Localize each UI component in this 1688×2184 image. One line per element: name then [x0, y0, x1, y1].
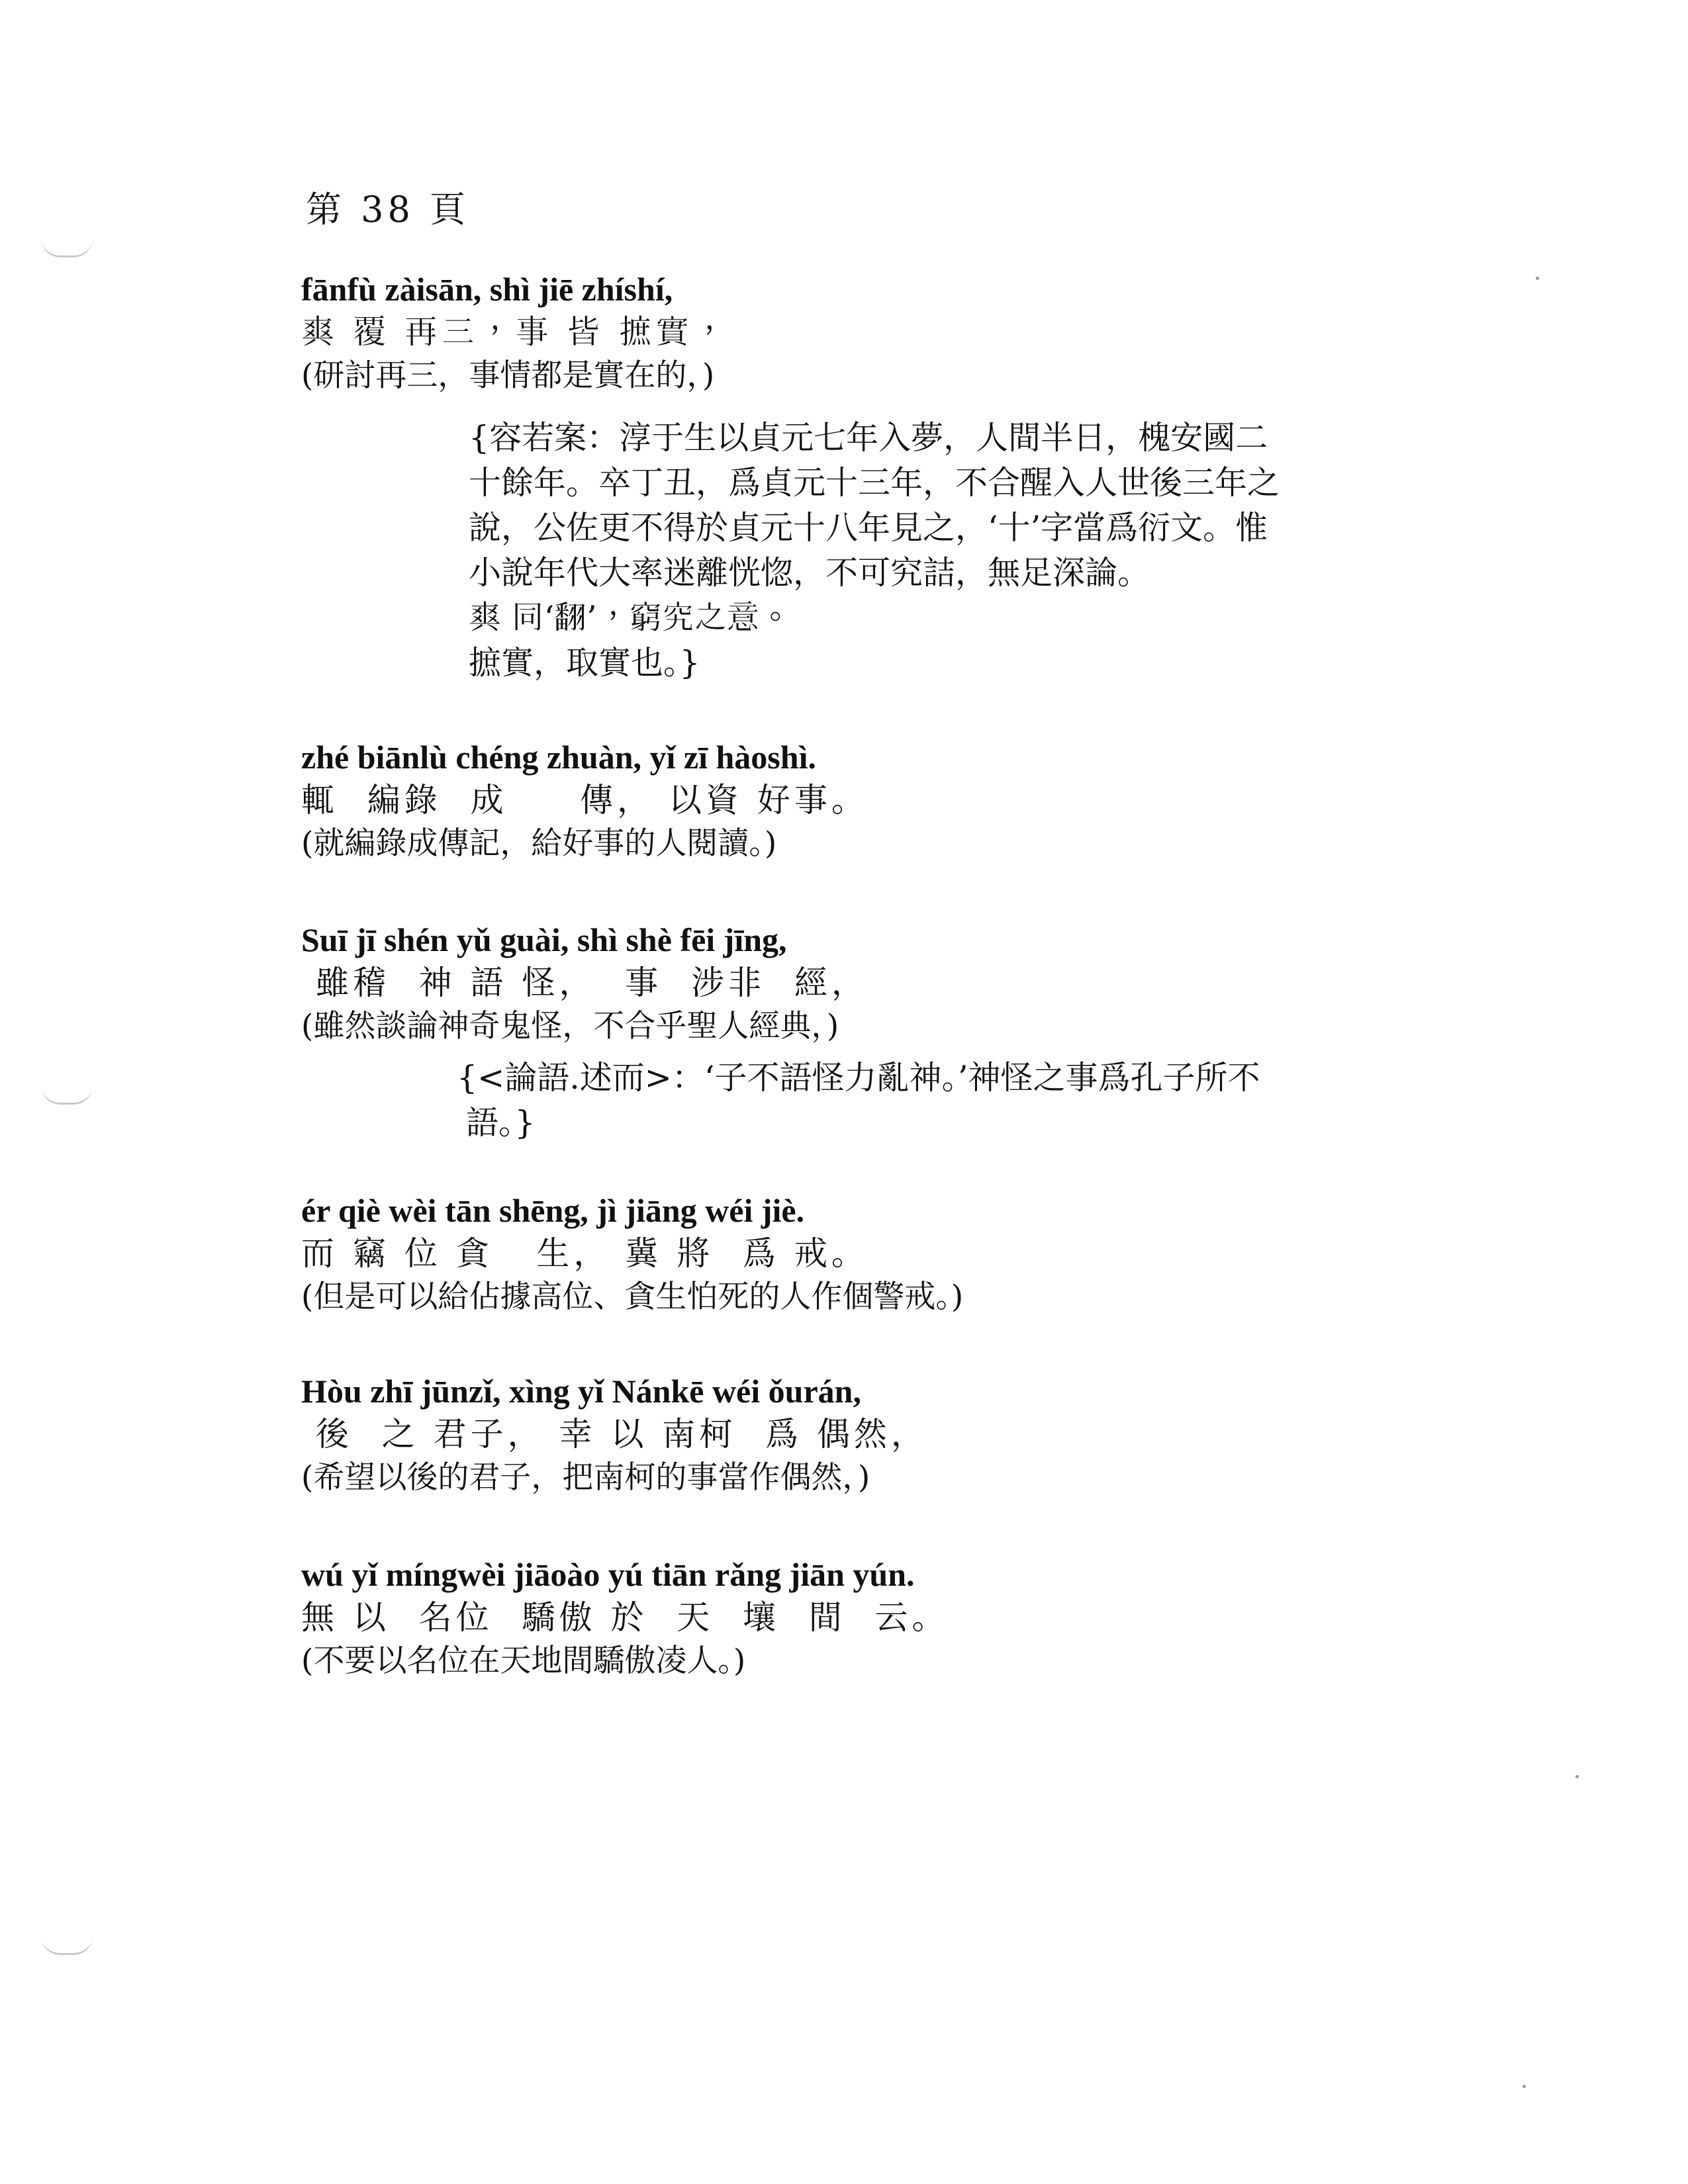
pinyin-line: Hòu zhī jūnzǐ, xìng yǐ Nánkē wéi ǒurán,: [301, 1373, 861, 1410]
scan-punch-mark: [41, 238, 93, 257]
translation-line: (就編錄成傳記，給好事的人閱讀。): [301, 825, 777, 862]
pinyin-line: wú yǐ míngwèi jiāoào yú tiān rǎng jiān yún.: [301, 1556, 915, 1593]
verse-section: [301, 919, 1493, 1048]
translation-line: (希望以後的君子，把南柯的事當作偶然，): [301, 1459, 870, 1496]
page-heading: 第 38 頁: [306, 189, 470, 230]
translation-line: (不要以名位在天地間驕傲凌人。): [301, 1643, 746, 1679]
scan-punch-mark: [41, 1936, 93, 1955]
scan-speck: [1536, 277, 1539, 280]
note-line: 說，公佐更不得於貞元十八年見之，‘十’字當爲衍文。惟: [469, 509, 1268, 547]
note-line: 小說年代大率迷離恍惚，不可究詰，無足深論。: [469, 554, 1150, 592]
pinyin-line: Suī jī shén yǔ guài, shì shè fēi jīng,: [301, 921, 787, 958]
classical-text-line: 𤕤 覆 再三，事 皆 摭實，: [301, 313, 730, 351]
note-line: 摭實，取實也。}: [469, 644, 700, 682]
scan-speck: [1523, 2085, 1526, 2088]
translation-line: (雖然談論神奇鬼怪，不合乎聖人經典，): [301, 1008, 839, 1044]
note-line: 語。}: [466, 1104, 536, 1142]
pinyin-line: zhé biānlù chéng zhuàn, yǐ zī hàoshì.: [301, 739, 816, 776]
verse-section: [301, 736, 1493, 866]
verse-section: [301, 1370, 1493, 1500]
commentary-note: [457, 1056, 1417, 1146]
translation-line: (研討再三，事情都是實在的，): [301, 357, 715, 394]
verse-section: [301, 1553, 1493, 1683]
classical-text-line: 後 之 君子， 幸 以 南柯 爲 偶然，: [301, 1415, 928, 1453]
pinyin-line: ér qiè wèi tān shēng, jì jiāng wéi jiè.: [301, 1192, 805, 1229]
note-line: 十餘年。卒丁丑，爲貞元十三年，不合醒入人世後三年之: [469, 464, 1280, 502]
verse-section: [301, 1189, 1493, 1319]
classical-text-line: 雖稽 神 語 怪， 事 涉非 經，: [301, 964, 868, 1002]
scan-punch-mark: [41, 1085, 93, 1105]
classical-text-line: 無 以 名位 驕傲 於 天 壤 間 云。: [301, 1598, 949, 1637]
note-line: {容若案：淳于生以貞元七年入夢，人間半日，槐安國二: [469, 419, 1268, 457]
commentary-note: [469, 416, 1429, 686]
classical-text-line: 而 竊 位 貪 生， 冀 將 爲 戒。: [301, 1234, 868, 1273]
note-line: 𤕤 同‘翻’，窮究之意。: [469, 599, 792, 637]
translation-line: (但是可以給佔據高位、貪生怕死的人作個警戒。): [301, 1279, 964, 1315]
pinyin-line: fānfù zàisān, shì jiē zhíshí,: [301, 271, 673, 308]
scan-speck: [1575, 1775, 1579, 1778]
classical-text-line: 輒 編錄 成 傳， 以資 好事。: [301, 781, 868, 819]
note-line: {<論語.述而>：‘子不語怪力亂神。’神怪之事爲孔子所不: [457, 1059, 1260, 1097]
verse-section: [301, 268, 1493, 398]
